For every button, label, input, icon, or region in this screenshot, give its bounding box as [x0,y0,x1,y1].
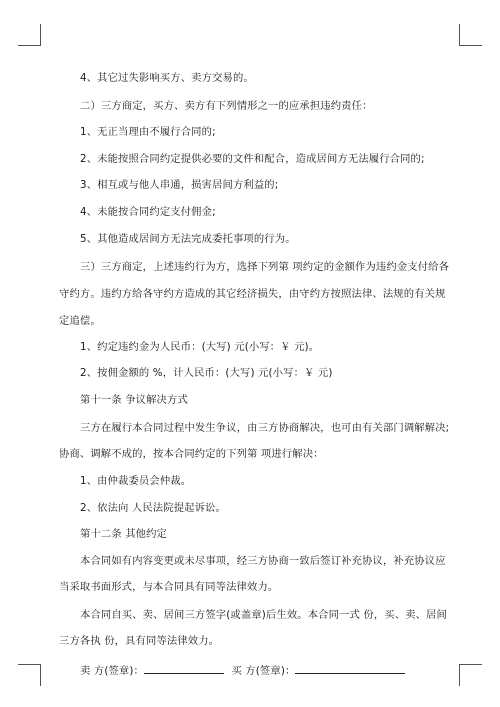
signature-line [80,662,405,678]
text-line: 本合同如有内容变更或未尽事项，经三方协商一致后签订补充协议，补充协议应 [80,555,446,567]
text-line: 守约方。违约方给各守约方造成的其它经济损失，由守约方按照法律、法规的有关规 [59,288,446,300]
text-line: 三）三方商定，上述违约行为方，选择下列第 项约定的金额作为违约金支付给各 [80,261,450,273]
text-line: 5、其他造成居间方无法完成委托事项的行为。 [80,233,296,245]
section-heading: 第十一条 争议解决方式 [80,394,188,406]
seller-signature-label: 卖 方(签章)： [80,665,144,677]
text-line: 2、按佣金额的 %，计人民币：(大写) 元(小写：￥ 元) [80,367,333,379]
text-line: 1、由仲裁委员会仲裁。 [80,475,192,487]
text-line: 2、依法向 人民法院提起诉讼。 [80,502,226,514]
text-line: 4、未能按合同约定支付佣金; [80,206,216,218]
seller-signature-blank [144,662,224,674]
text-line: 1、约定违约金为人民币：(大写) 元(小写：￥ 元)。 [80,341,320,353]
text-line: 三方在履行本合同过程中发生争议，由三方协商解决，也可由有关部门调解解决; [80,422,450,434]
text-line: 三方各执 份，具有同等法律效力。 [59,635,220,647]
buyer-signature-blank [295,662,405,674]
text-line: 本合同自买、卖、居间三方签字(或盖章)后生效。本合同一式 份，买、卖、居间 [80,609,447,621]
text-line: 二）三方商定，买方、卖方有下列情形之一的应承担违约责任： [80,100,373,112]
section-heading: 第十二条 其他约定 [80,528,167,540]
text-line: 3、相互或与他人串通，损害居间方利益的; [80,179,279,191]
text-line: 4、其它过失影响买方、卖方交易的。 [80,72,254,84]
text-line: 1、无正当理由不履行合同的; [80,126,216,138]
text-line: 协商、调解不成的，按本合同约定的下列第 项进行解决： [59,448,324,460]
buyer-signature-label: 买 方(签章)： [231,665,296,677]
text-line: 2、未能按照合同约定提供必要的文件和配合，造成居间方无法履行合同的; [80,153,425,165]
text-line: 当采取书面形式，与本合同具有同等法律效力。 [59,581,279,593]
text-line: 定追偿。 [59,315,101,327]
